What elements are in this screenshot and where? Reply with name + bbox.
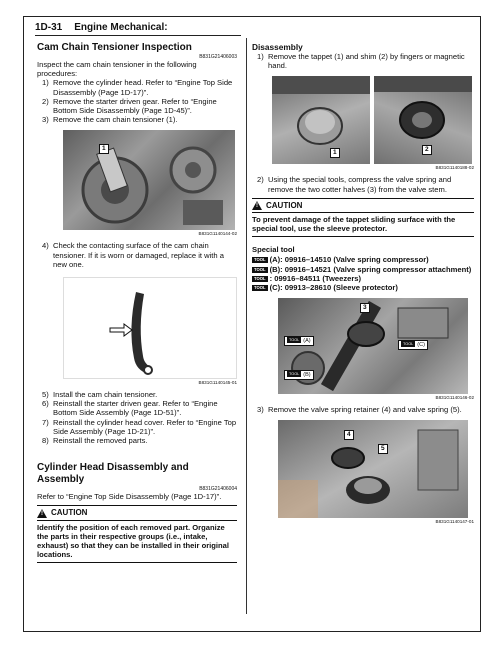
cam-steps xyxy=(37,78,237,124)
tensioner-photo xyxy=(63,130,235,230)
head-code: B831G21406004 xyxy=(199,486,237,493)
tool-badge-icon: TOOL xyxy=(254,266,266,272)
cotter-label: 3 xyxy=(360,303,370,313)
retainer-fig-code: B831G1140147-01 xyxy=(435,519,474,525)
tool-item: TOOL (A): 09916–14510 (Valve spring compressor) xyxy=(254,255,429,265)
header-rule xyxy=(35,35,241,36)
disassembly-heading: Disassembly xyxy=(252,42,303,52)
list-item: 4) Check the contacting surface of the cam chain tensioner. If it is worn or damaged, replace it with a new one. xyxy=(42,241,224,269)
tappet-label: 1 xyxy=(330,148,340,158)
tool-a-label: TOOL (A) xyxy=(284,336,314,346)
engine-gears-illustration xyxy=(63,130,235,230)
cam-intro: Inspect the cam chain tensioner in the following procedures: xyxy=(37,60,197,79)
list-item: 3) Remove the valve spring retainer (4) and valve spring (5). xyxy=(257,405,462,415)
tensioner-part-illustration xyxy=(64,278,236,378)
fig1-code: B831G1140144-02 xyxy=(198,231,237,237)
section-title: Engine Mechanical: xyxy=(74,22,168,33)
cam-step4 xyxy=(37,241,237,269)
warning-icon: ! xyxy=(37,509,47,518)
caution-text: Identify the position of each removed part. Organize the parts in their respective groups (i.e., intake, exhaust) so that they can be installed in their original locations. xyxy=(37,522,229,560)
list-item: 3) Remove the cam chain tensioner (1). xyxy=(42,115,178,125)
retainer-photo xyxy=(278,420,468,518)
cam-heading: Cam Chain Tensioner Inspection xyxy=(37,42,192,53)
retainer-label: 4 xyxy=(344,430,354,440)
tensioner-part-photo xyxy=(63,277,237,379)
tool-badge-icon: TOOL xyxy=(254,257,266,263)
cam-code: B831G21406003 xyxy=(199,54,237,60)
tool-list xyxy=(252,255,474,292)
caution-title: CAUTION xyxy=(266,200,303,210)
tool-fig-code: B831G1140146-02 xyxy=(435,395,474,401)
special-tool-title: Special tool xyxy=(252,245,295,255)
fig1-label: 1 xyxy=(99,144,109,154)
caution-text: To prevent damage of the tappet sliding surface with the special tool, use the sleeve protector. xyxy=(252,215,456,234)
head-caution xyxy=(37,505,237,563)
disassembly-step1 xyxy=(252,52,474,70)
caution-title: CAUTION xyxy=(51,508,88,518)
tappet-photos xyxy=(272,76,472,164)
left-column xyxy=(37,42,237,565)
arrow-right-icon xyxy=(110,324,132,336)
list-item: 5) Install the cam chain tensioner. xyxy=(42,390,158,400)
tool-badge-icon: TOOL xyxy=(289,372,300,377)
tool-c-label: TOOL (C) xyxy=(398,340,428,350)
list-item: 7) Reinstall the cylinder head cover. Refer to “Engine Top Side Assembly (Page 1D-21)”. xyxy=(42,417,237,436)
column-divider xyxy=(246,38,247,614)
tool-badge-icon: TOOL xyxy=(254,275,266,281)
tool-item: TOOL (C): 09913–28610 (Sleeve protector) xyxy=(254,283,398,293)
tappet-photo xyxy=(272,76,370,164)
cam-steps2 xyxy=(37,390,237,445)
tool-item: TOOL (B): 09916–14521 (Valve spring compressor attachment) xyxy=(254,264,472,274)
shim-label: 2 xyxy=(422,145,432,155)
disassembly-step2 xyxy=(252,175,474,193)
shim-photo xyxy=(374,76,472,164)
page-header xyxy=(35,22,180,33)
tappet-fig-code: B831G1140188-02 xyxy=(435,165,474,171)
warning-icon: ! xyxy=(252,201,262,210)
tool-badge-icon: TOOL xyxy=(254,285,266,291)
fig2-code: B831G1140145-01 xyxy=(198,380,237,386)
disassembly-step3 xyxy=(252,405,474,414)
list-item: 1) Remove the cylinder head. Refer to “Engine Top Side Disassembly (Page 1D-17)”. xyxy=(42,78,233,97)
list-item: 2) Using the special tools, compress the valve spring and remove the two cotter halves (3) from the valve stem. xyxy=(257,175,452,194)
list-item: 2) Remove the starter driven gear. Refer to “Engine Bottom Side Disassembly (Page 1D-45)”. xyxy=(42,96,217,116)
valve-spring-tool-photo xyxy=(278,298,468,394)
tool-item: TOOL : 09916–84511 (Tweezers) xyxy=(254,273,362,283)
tool-badge-icon: TOOL xyxy=(289,338,300,343)
head-refer: Refer to “Engine Top Side Disassembly (Page 1D-17)”. xyxy=(37,492,222,502)
tool-b-label: TOOL (B) xyxy=(284,370,314,380)
spring-label: 5 xyxy=(378,444,388,454)
section-number: 1D-31 xyxy=(35,22,63,33)
list-item: 6) Reinstall the starter driven gear. Refer to “Engine Bottom Side Assembly (Page 1D-51)”. xyxy=(42,399,218,418)
head-heading: Cylinder Head Disassembly and Assembly xyxy=(37,462,189,486)
right-caution xyxy=(252,198,474,238)
right-column xyxy=(252,42,474,529)
list-item: 1) Remove the tappet (1) and shim (2) by fingers or magnetic hand. xyxy=(257,52,465,71)
list-item: 8) Reinstall the removed parts. xyxy=(42,436,148,446)
tool-badge-icon: TOOL xyxy=(403,342,414,347)
